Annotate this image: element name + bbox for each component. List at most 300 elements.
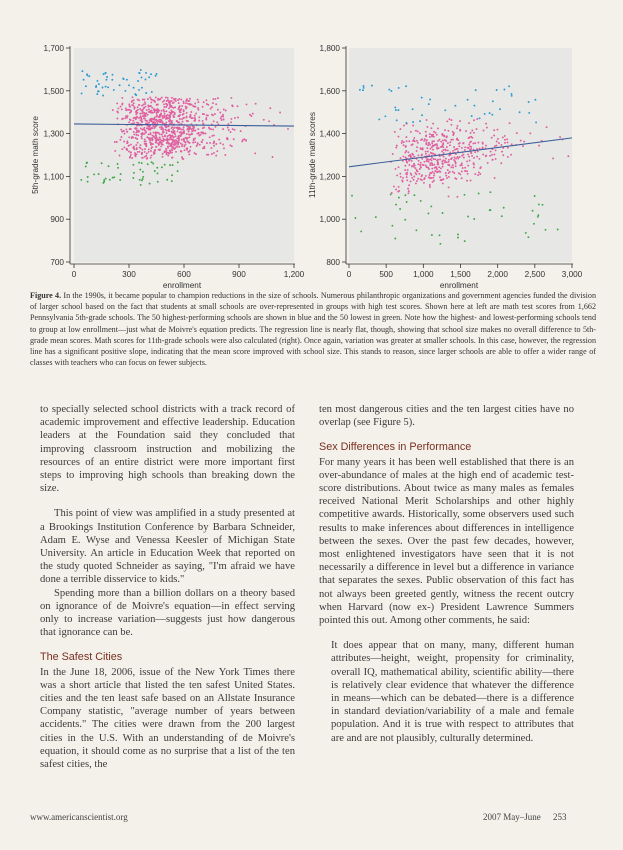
data-point — [140, 69, 142, 71]
data-point — [203, 146, 205, 148]
data-point — [391, 225, 393, 227]
data-point — [489, 112, 491, 114]
data-point — [230, 121, 232, 123]
data-point — [523, 141, 525, 143]
data-point — [516, 132, 518, 134]
data-point — [421, 154, 423, 156]
data-point — [222, 114, 224, 116]
data-point — [424, 138, 426, 140]
data-point — [429, 174, 431, 176]
data-point — [113, 176, 115, 178]
data-point — [168, 125, 170, 127]
data-point — [228, 129, 230, 131]
data-point — [165, 97, 167, 99]
data-point — [180, 99, 182, 101]
data-point — [467, 153, 469, 155]
data-point — [96, 93, 98, 95]
data-point — [423, 140, 425, 142]
data-point — [149, 137, 151, 139]
data-point — [134, 93, 136, 95]
data-point — [476, 156, 478, 158]
data-point — [452, 171, 454, 173]
data-point — [440, 141, 442, 143]
data-point — [130, 154, 132, 156]
data-point — [416, 150, 418, 152]
data-point — [459, 130, 461, 132]
data-point — [126, 117, 128, 119]
data-point — [155, 131, 157, 133]
data-point — [435, 144, 437, 146]
data-point — [412, 154, 414, 156]
data-point — [254, 152, 256, 154]
data-point — [181, 139, 183, 141]
data-point — [189, 116, 191, 118]
data-point — [167, 97, 169, 99]
data-point — [154, 116, 156, 118]
data-point — [194, 103, 196, 105]
data-point — [394, 131, 396, 133]
data-point — [473, 132, 475, 134]
data-point — [194, 130, 196, 132]
data-point — [429, 144, 431, 146]
data-point — [363, 85, 365, 87]
data-point — [493, 129, 495, 131]
data-point — [182, 132, 184, 134]
x-tick-label: 300 — [122, 270, 136, 279]
data-point — [161, 110, 163, 112]
data-point — [168, 120, 170, 122]
x-tick-label: 1,500 — [450, 270, 471, 279]
data-point — [404, 194, 406, 196]
data-point — [398, 166, 400, 168]
data-point — [473, 166, 475, 168]
data-point — [171, 97, 173, 99]
x-tick-label: 900 — [232, 270, 246, 279]
x-tick-label: 500 — [379, 270, 394, 279]
right-column — [319, 403, 574, 745]
data-point — [189, 98, 191, 100]
data-point — [202, 113, 204, 115]
data-point — [171, 157, 173, 159]
data-point — [157, 138, 159, 140]
data-point — [186, 106, 188, 108]
data-point — [223, 147, 225, 149]
data-point — [157, 98, 159, 100]
data-point — [246, 103, 248, 105]
data-point — [158, 144, 160, 146]
data-point — [116, 102, 118, 104]
data-point — [119, 179, 121, 181]
data-point — [395, 147, 397, 149]
data-point — [485, 145, 487, 147]
data-point — [279, 112, 281, 114]
data-point — [146, 109, 148, 111]
data-point — [444, 139, 446, 141]
data-point — [145, 79, 147, 81]
data-point — [173, 116, 175, 118]
data-point — [116, 141, 118, 143]
data-point — [148, 133, 150, 135]
data-point — [403, 141, 405, 143]
data-point — [134, 106, 136, 108]
data-point — [462, 154, 464, 156]
data-point — [528, 112, 530, 114]
data-point — [418, 160, 420, 162]
data-point — [135, 144, 137, 146]
left-chart — [0, 0, 311, 290]
data-point — [552, 157, 554, 159]
data-point — [421, 138, 423, 140]
data-point — [163, 103, 165, 105]
data-point — [363, 87, 365, 89]
data-point — [133, 133, 135, 135]
data-point — [119, 139, 121, 141]
data-point — [140, 128, 142, 130]
data-point — [457, 234, 459, 236]
right-chart — [308, 0, 623, 290]
data-point — [458, 145, 460, 147]
data-point — [222, 143, 224, 145]
data-point — [95, 86, 97, 88]
x-tick-label: 0 — [346, 270, 352, 279]
right-chart-xlabel: enrollment — [439, 281, 479, 290]
data-point — [408, 190, 410, 192]
data-point — [263, 119, 265, 121]
data-point — [163, 106, 165, 108]
data-point — [129, 112, 131, 114]
data-point — [132, 177, 134, 179]
data-point — [133, 87, 135, 89]
data-point — [168, 107, 170, 109]
data-point — [506, 138, 508, 140]
data-point — [213, 152, 215, 154]
data-point — [87, 176, 89, 178]
data-point — [437, 140, 439, 142]
data-point — [533, 223, 535, 225]
data-point — [477, 174, 479, 176]
data-point — [426, 147, 428, 149]
data-point — [116, 118, 118, 120]
data-point — [183, 117, 185, 119]
data-point — [436, 145, 438, 147]
data-point — [194, 141, 196, 143]
data-point — [170, 135, 172, 137]
data-point — [414, 140, 416, 142]
data-point — [195, 112, 197, 114]
data-point — [137, 80, 139, 82]
data-point — [139, 146, 141, 148]
data-point — [464, 146, 466, 148]
data-point — [102, 87, 104, 89]
data-point — [144, 138, 146, 140]
data-point — [230, 118, 232, 120]
data-point — [450, 158, 452, 160]
data-point — [542, 204, 544, 206]
data-point — [468, 156, 470, 158]
data-point — [406, 172, 408, 174]
data-point — [133, 122, 135, 124]
data-point — [223, 119, 225, 121]
data-point — [402, 177, 404, 179]
data-point — [435, 132, 437, 134]
y-tick-label: 1,300 — [43, 129, 64, 139]
data-point — [452, 139, 454, 141]
data-point — [177, 136, 179, 138]
data-point — [202, 139, 204, 141]
x-tick-label: 600 — [177, 270, 191, 279]
data-point — [272, 156, 274, 158]
data-point — [475, 89, 477, 91]
data-point — [154, 100, 156, 102]
data-point — [151, 146, 153, 148]
data-point — [130, 128, 132, 130]
data-point — [405, 145, 407, 147]
data-point — [442, 212, 444, 214]
data-point — [140, 109, 142, 111]
data-point — [131, 104, 133, 106]
data-point — [180, 111, 182, 113]
data-point — [171, 122, 173, 124]
x-tick-label: 2,500 — [524, 270, 546, 279]
data-point — [474, 151, 476, 153]
data-point — [171, 135, 173, 137]
data-point — [81, 70, 83, 72]
data-point — [182, 121, 184, 123]
data-point — [126, 148, 128, 150]
data-point — [504, 142, 506, 144]
data-point — [174, 139, 176, 141]
footer-issue — [483, 812, 567, 822]
data-point — [172, 146, 174, 148]
data-point — [470, 146, 472, 148]
data-point — [432, 123, 434, 125]
data-point — [172, 102, 174, 104]
data-point — [160, 142, 162, 144]
data-point — [138, 117, 140, 119]
data-point — [182, 128, 184, 130]
data-point — [142, 108, 144, 110]
data-point — [415, 173, 417, 175]
data-point — [117, 107, 119, 109]
data-point — [431, 142, 433, 144]
data-point — [433, 140, 435, 142]
data-point — [457, 148, 459, 150]
data-point — [421, 174, 423, 176]
data-point — [425, 151, 427, 153]
data-point — [425, 135, 427, 137]
data-point — [489, 155, 491, 157]
data-point — [395, 109, 397, 111]
data-point — [128, 151, 130, 153]
data-point — [141, 113, 143, 115]
data-point — [223, 109, 225, 111]
data-point — [88, 75, 90, 77]
data-point — [166, 149, 168, 151]
data-point — [428, 161, 430, 163]
data-point — [126, 131, 128, 133]
data-point — [478, 193, 480, 195]
data-point — [212, 142, 214, 144]
data-point — [225, 110, 227, 112]
data-point — [467, 173, 469, 175]
data-point — [511, 93, 513, 95]
data-point — [464, 170, 466, 172]
data-point — [141, 157, 143, 159]
data-point — [172, 141, 174, 143]
footer-url[interactable]: www.americanscientist.org — [30, 812, 128, 822]
data-point — [177, 108, 179, 110]
data-point — [179, 114, 181, 116]
data-point — [80, 179, 82, 181]
data-point — [494, 177, 496, 179]
data-point — [188, 134, 190, 136]
data-point — [429, 177, 431, 179]
data-point — [165, 106, 167, 108]
data-point — [134, 152, 136, 154]
data-point — [429, 133, 431, 135]
data-point — [438, 166, 440, 168]
data-point — [222, 128, 224, 130]
data-point — [155, 136, 157, 138]
data-point — [150, 98, 152, 100]
data-point — [184, 149, 186, 151]
data-point — [448, 195, 450, 197]
data-point — [112, 177, 114, 179]
data-point — [171, 174, 173, 176]
data-point — [227, 123, 229, 125]
data-point — [489, 209, 491, 211]
data-point — [152, 143, 154, 145]
data-point — [406, 174, 408, 176]
data-point — [417, 163, 419, 165]
data-point — [81, 92, 83, 94]
data-point — [131, 157, 133, 159]
data-point — [495, 158, 497, 160]
data-point — [446, 161, 448, 163]
data-point — [429, 186, 431, 188]
data-point — [484, 113, 486, 115]
data-point — [153, 118, 155, 120]
data-point — [147, 105, 149, 107]
data-point — [198, 120, 200, 122]
data-point — [171, 180, 173, 182]
data-point — [128, 144, 130, 146]
data-point — [442, 135, 444, 137]
data-point — [268, 120, 270, 122]
data-point — [183, 113, 185, 115]
data-point — [397, 109, 399, 111]
data-point — [491, 137, 493, 139]
data-point — [146, 158, 148, 160]
data-point — [202, 120, 204, 122]
data-point — [123, 146, 125, 148]
data-point — [461, 147, 463, 149]
data-point — [462, 167, 464, 169]
data-point — [567, 155, 569, 157]
data-point — [145, 131, 147, 133]
data-point — [408, 192, 410, 194]
data-point — [137, 134, 139, 136]
data-point — [229, 144, 231, 146]
data-point — [123, 130, 125, 132]
data-point — [170, 145, 172, 147]
data-point — [196, 145, 198, 147]
data-point — [154, 119, 156, 121]
data-point — [141, 149, 143, 151]
data-point — [209, 142, 211, 144]
data-point — [410, 155, 412, 157]
data-point — [164, 164, 166, 166]
data-point — [165, 103, 167, 105]
data-point — [461, 177, 463, 179]
data-point — [404, 169, 406, 171]
data-point — [149, 119, 151, 121]
data-point — [167, 145, 169, 147]
data-point — [124, 90, 126, 92]
data-point — [457, 125, 459, 127]
data-point — [471, 115, 473, 117]
data-point — [408, 155, 410, 157]
data-point — [436, 134, 438, 136]
data-point — [395, 168, 397, 170]
caption-text: In the 1990s, it became popular to champion reductions in the size of schools. Numerous philanthropic organizations and government agencies funded the division of larger school based on the fact that students at small schools are over-represented in groups with high test scores. Shown here at left are math test scores from 1,662 Pennsylvania 5th-grade schools. The 50 highest-performing schools are shown in blue and the 50 lowest in green. Note how the highest- and lowest-performing schools tend to group at low enrollment—just what de Moivre's equation predicts. The regression line is nearly flat, though, showing that school size makes no overall difference to 5th-grade mean scores. Math scores for 11th-grade schools were also calculated (right). Once again, variation was greater at smaller schools. In this case, however, the regression line has a significant positive slope, indicating that the mean score improved with school size. This stands to reason, since larger schools are able to offer a wider range of classes with teachers who can focus on fewer subjects. — [30, 291, 596, 368]
data-point — [198, 116, 200, 118]
data-point — [420, 162, 422, 164]
data-point — [135, 112, 137, 114]
data-point — [442, 166, 444, 168]
data-point — [166, 132, 168, 134]
data-point — [504, 135, 506, 137]
data-point — [507, 141, 509, 143]
x-tick-label: 0 — [71, 270, 77, 279]
data-point — [421, 158, 423, 160]
data-point — [168, 138, 170, 140]
data-point — [408, 184, 410, 186]
data-point — [169, 150, 171, 152]
data-point — [141, 76, 143, 78]
data-point — [438, 147, 440, 149]
data-point — [448, 176, 450, 178]
data-point — [443, 156, 445, 158]
data-point — [185, 102, 187, 104]
x-tick-label: 1,200 — [283, 270, 305, 279]
data-point — [478, 171, 480, 173]
data-point — [226, 138, 228, 140]
data-point — [125, 108, 127, 110]
data-point — [163, 110, 165, 112]
data-point — [395, 204, 397, 206]
data-point — [214, 113, 216, 115]
data-point — [163, 100, 165, 102]
data-point — [396, 174, 398, 176]
data-point — [197, 109, 199, 111]
data-point — [126, 79, 128, 81]
data-point — [546, 126, 548, 128]
data-point — [375, 216, 377, 218]
data-point — [469, 136, 471, 138]
data-point — [473, 157, 475, 159]
data-point — [461, 170, 463, 172]
data-point — [149, 96, 151, 98]
data-point — [111, 79, 113, 81]
data-point — [187, 128, 189, 130]
data-point — [137, 142, 139, 144]
data-point — [407, 169, 409, 171]
paragraph: For many years it has been well established that there is an over-abundance of males at the high end of academic test-score distributions. About twice as many males as females received National Merit Scholarships and other highly competitive awards. Historically, some observers used such results to make inferences about differences in intelligence between the sexes. Over the past few decades, however, most enlightened investigators have seen that it is not necessarily a difference in level but a difference in variance that separates the sexes. Public observation of this fact has not always been greeted gently, witness the recent outcry when Harvard (now ex-) President Lawrence Summers pointed this out. Among other comments, he said: — [319, 456, 574, 627]
data-point — [183, 138, 185, 140]
data-point — [148, 128, 150, 130]
data-point — [120, 173, 122, 175]
